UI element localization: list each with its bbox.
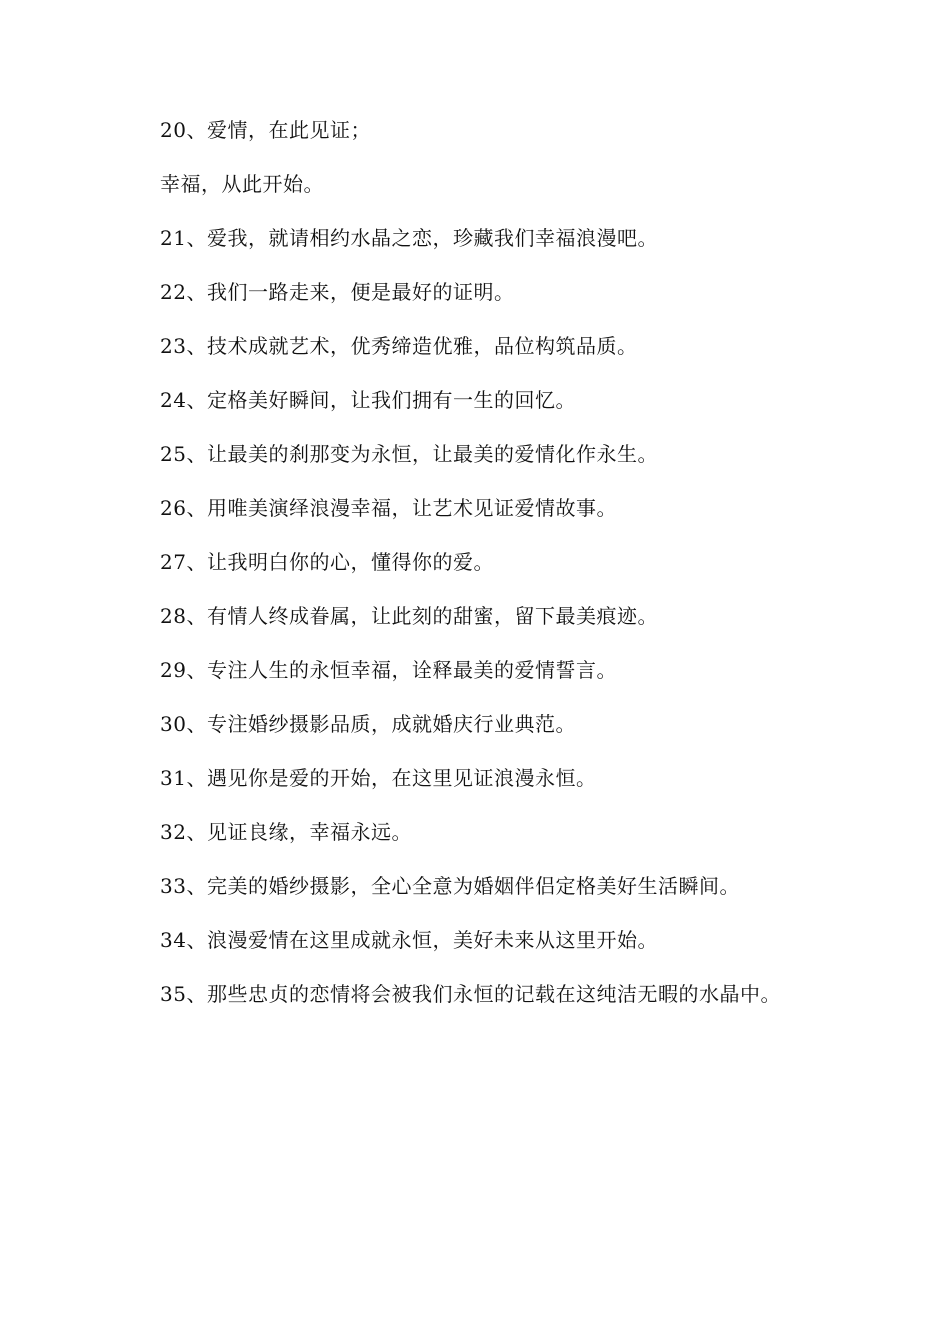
- slogan-line: 33、完美的婚纱摄影，全心全意为婚姻伴侣定格美好生活瞬间。: [160, 874, 740, 898]
- slogan-line: 30、专注婚纱摄影品质，成就婚庆行业典范。: [160, 712, 576, 736]
- slogan-line: 21、爱我，就请相约水晶之恋，珍藏我们幸福浪漫吧。: [160, 226, 658, 250]
- slogan-line: 25、让最美的刹那变为永恒，让最美的爱情化作永生。: [160, 442, 658, 466]
- slogan-line: 32、见证良缘，幸福永远。: [160, 820, 412, 844]
- slogan-line: 29、专注人生的永恒幸福，诠释最美的爱情誓言。: [160, 658, 617, 682]
- slogan-line: 34、浪漫爱情在这里成就永恒，美好未来从这里开始。: [160, 928, 658, 952]
- slogan-line: 幸福，从此开始。: [160, 172, 324, 196]
- slogan-line: 27、让我明白你的心，懂得你的爱。: [160, 550, 494, 574]
- slogan-line: 28、有情人终成眷属，让此刻的甜蜜，留下最美痕迹。: [160, 604, 658, 628]
- slogan-list: [160, 112, 920, 1030]
- slogan-line: 35、那些忠贞的恋情将会被我们永恒的记载在这纯洁无暇的水晶中。: [160, 982, 781, 1006]
- slogan-line: 24、定格美好瞬间，让我们拥有一生的回忆。: [160, 388, 576, 412]
- slogan-line: 22、我们一路走来，便是最好的证明。: [160, 280, 515, 304]
- slogan-line: 20、爱情，在此见证；: [160, 118, 371, 142]
- slogan-line: 23、技术成就艺术，优秀缔造优雅，品位构筑品质。: [160, 334, 638, 358]
- slogan-line: 26、用唯美演绎浪漫幸福，让艺术见证爱情故事。: [160, 496, 617, 520]
- slogan-line: 31、遇见你是爱的开始，在这里见证浪漫永恒。: [160, 766, 597, 790]
